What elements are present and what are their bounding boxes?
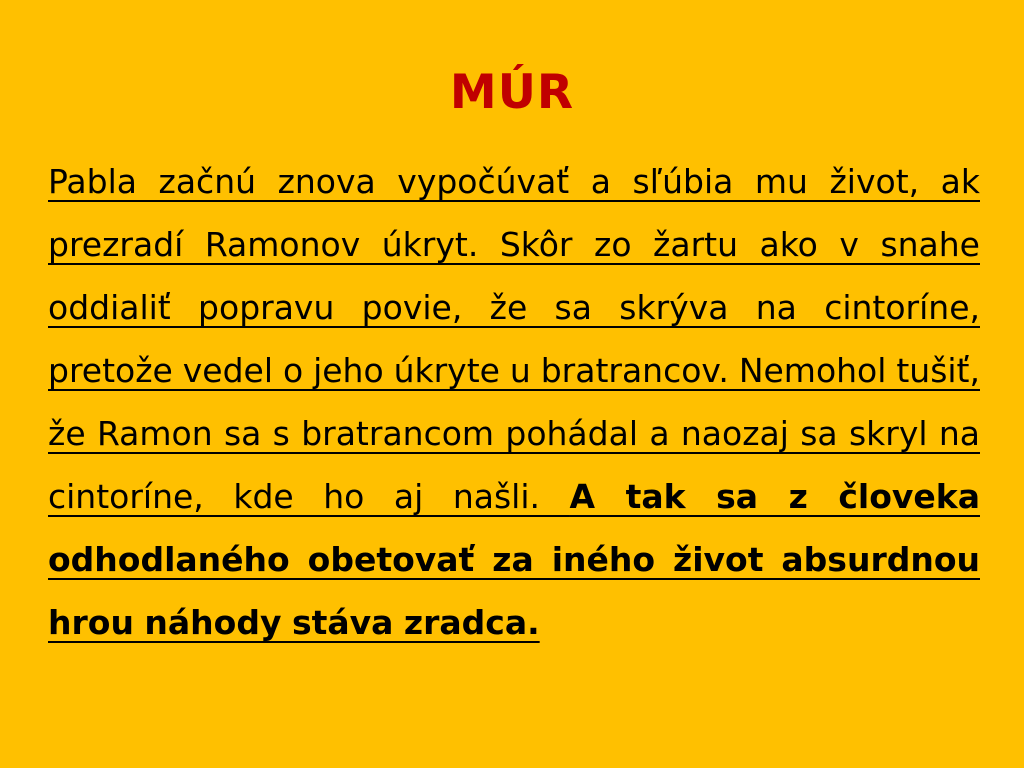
body-text-bold: A tak sa z človeka odhodlaného obetovať za iného život absurdnou hrou náhody stáva zradca. xyxy=(48,477,980,642)
slide-body-text xyxy=(48,150,980,654)
body-text-plain: Pabla začnú znova vypočúvať a sľúbia mu život, ak prezradí Ramonov úkryt. Skôr zo žartu ako v snahe oddialiť popravu povie, že sa skrýva na cintoríne, pretože vedel o jeho úkryte u bratrancov. Nemohol tušiť, že Ramon sa s bratrancom pohádal a naozaj sa skryl na cintoríne, kde ho aj našli. xyxy=(48,162,980,516)
slide-title: MÚR xyxy=(449,65,575,120)
